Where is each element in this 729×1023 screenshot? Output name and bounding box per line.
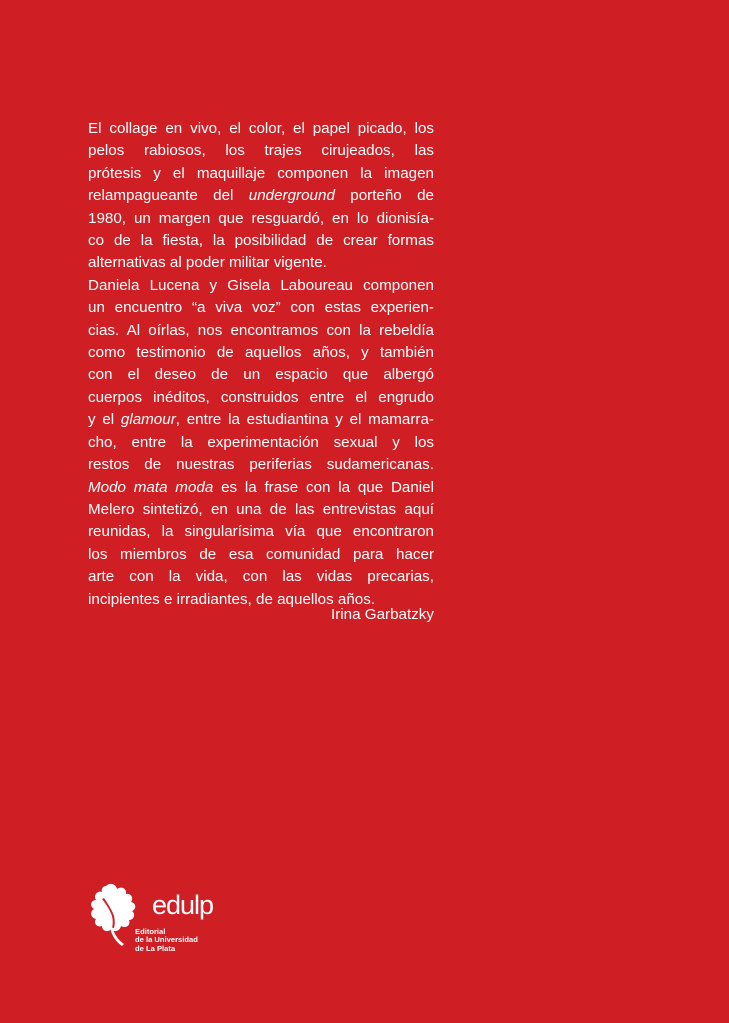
author-signature: Irina Garbatzky: [331, 606, 434, 623]
text-line: co de la fiesta, la posibilidad de crear formas: [88, 232, 434, 250]
text-line: El collage en vivo, el color, el papel picado, los: [88, 120, 434, 137]
text-fragment: es la frase con la que Daniel: [213, 478, 435, 496]
text-fragment: y el: [88, 411, 121, 429]
italic-term: underground: [248, 187, 335, 205]
text-line: [88, 477, 434, 499]
logo-wordmark: edulp: [152, 890, 214, 920]
text-line: [88, 409, 434, 431]
text-line: Melero sintetizó, en una de las entrevistas aquí: [88, 500, 434, 518]
text-line: 1980, un margen que resguardó, en lo dionisía-: [88, 209, 434, 227]
logo-line-3: de La Plata: [135, 943, 176, 953]
logo-subtitle: [135, 928, 198, 953]
logo-line-2: de la Universidad: [135, 935, 198, 945]
text-line: un encuentro “a viva voz” con estas experien-: [88, 299, 434, 317]
text-line: restos de nuestras periferias sudamericanas.: [88, 456, 434, 474]
publisher-logo: [84, 878, 234, 968]
text-line: pelos rabiosos, los trajes cirujeados, las: [88, 142, 434, 160]
text-fragment: relampagueante del: [88, 187, 249, 205]
text-line: alternativas al poder militar vigente.: [88, 254, 327, 272]
text-line: cias. Al oírlas, nos encontramos con la rebeldía: [88, 321, 434, 339]
text-line: Daniela Lucena y Gisela Laboureau componen: [88, 276, 434, 294]
text-fragment: porteño de: [334, 187, 434, 205]
text-line: incipientes e irradiantes, de aquellos años.: [88, 590, 376, 608]
text-line: los miembros de esa comunidad para hacer: [88, 545, 434, 563]
text-line: reunidas, la singularísima vía que encontraron: [88, 523, 434, 541]
text-line: prótesis y el maquillaje componen la imagen: [88, 164, 434, 182]
text-line: cuerpos inéditos, construidos entre el engrudo: [88, 388, 434, 406]
logo-line-1: Editorial: [135, 927, 166, 936]
text-fragment: , entre la estudiantina y el mamarra-: [175, 411, 434, 429]
text-line: [88, 185, 434, 207]
text-line: arte con la vida, con las vidas precarias,: [88, 568, 434, 586]
text-line: cho, entre la experimentación sexual y los: [88, 433, 434, 451]
italic-term: Modo mata moda: [88, 478, 214, 496]
italic-term: glamour: [120, 411, 176, 429]
text-line: con el deseo de un espacio que albergó: [88, 366, 434, 384]
text-line: como testimonio de aquellos años, y también: [88, 344, 434, 362]
blurb-text: [88, 118, 434, 611]
